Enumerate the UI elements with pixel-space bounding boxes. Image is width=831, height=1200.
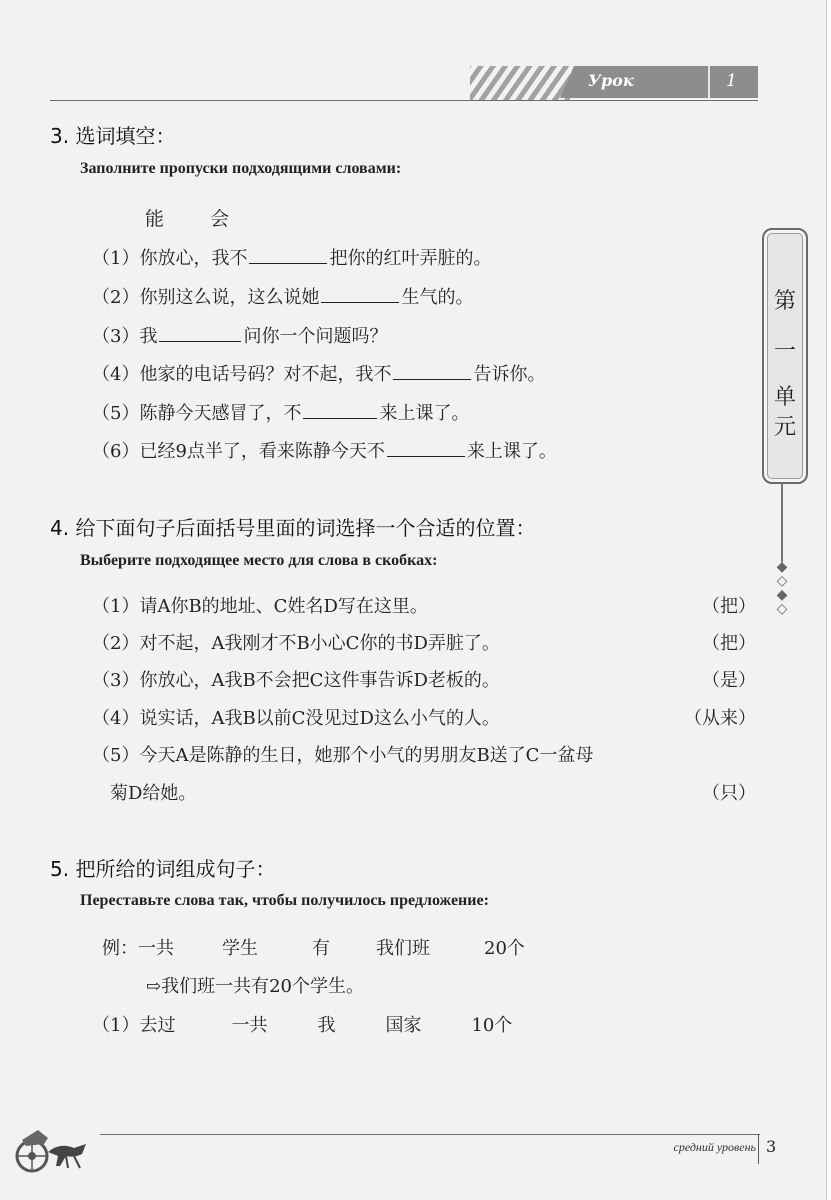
exercise-3-item [92, 437, 557, 463]
scramble-word: 一共 [231, 1015, 268, 1036]
fill-blank[interactable] [303, 400, 377, 419]
bracket-word: （是） [702, 670, 756, 691]
example-label: 例： [102, 938, 138, 959]
example-answer: 我们班一共有20个学生。 [161, 976, 364, 997]
item-text: 陈静今天感冒了，不 [139, 403, 302, 424]
side-ornament-icon: ◆ ◇ ◆ ◇ [776, 559, 788, 617]
item-number: （5） [92, 745, 140, 766]
chariot-logo-icon [8, 1122, 94, 1178]
exercise-3-item [92, 399, 469, 425]
example-word: 学生 [222, 938, 258, 959]
exercise-4-item [92, 629, 500, 655]
unit-tab-char: 元 [773, 415, 796, 440]
level-label: средний уровень [673, 1140, 756, 1154]
page-number: 3 [766, 1137, 777, 1156]
bracket-word: （把） [702, 596, 756, 617]
footer-rule [100, 1134, 760, 1135]
arrow-right-icon: ⇨ [146, 976, 162, 997]
section-3-title: 3. 选词填空： [50, 124, 176, 148]
unit-tab-char: 一 [773, 339, 796, 364]
item-number: （1） [92, 248, 140, 269]
example-word: 有 [312, 938, 330, 959]
page-number-box [758, 1134, 801, 1164]
bracket-word: （把） [702, 633, 756, 654]
section-4-subtitle: Выберите подходящее место для слова в скобках: [80, 552, 438, 569]
item-text: 告诉你。 [473, 364, 546, 385]
item-text: 来上课了。 [379, 403, 470, 424]
bracket-word: （从来） [684, 708, 756, 729]
item-text: 来上课了。 [466, 441, 557, 462]
item-text: 你放心，A我B不会把C这件事告诉D老板的。 [139, 670, 500, 691]
word-bank-item: 会 [210, 208, 230, 230]
scramble-word: 去过 [139, 1015, 176, 1036]
item-number: （1） [92, 596, 140, 617]
item-text: 今天A是陈静的生日，她那个小气的男朋友B送了C一盆母 [139, 745, 594, 766]
header-stripes [470, 66, 570, 100]
example-word: 一共 [138, 938, 174, 959]
exercise-4-item-continuation: 菊D给她。 [110, 783, 197, 804]
item-text: 问你一个问题吗？ [243, 326, 388, 347]
header-rule [50, 100, 758, 101]
fill-blank[interactable] [387, 438, 465, 457]
item-text: 请A你B的地址、C姓名D写在这里。 [139, 596, 428, 617]
item-number: （4） [92, 708, 140, 729]
page-edge [826, 0, 831, 1200]
word-bank [145, 204, 229, 231]
scramble-word: 10个 [471, 1015, 513, 1036]
word-bank-item: 能 [145, 208, 165, 230]
unit-tab-char: 单 [773, 385, 796, 410]
item-text: 你放心，我不 [139, 248, 248, 269]
item-number: （3） [92, 326, 140, 347]
item-number: （5） [92, 403, 140, 424]
lesson-number: 1 [726, 71, 737, 91]
item-number: （4） [92, 364, 140, 385]
example-word: 20个 [484, 938, 525, 959]
item-text: 对不起，A我刚才不B小心C你的书D弄脏了。 [139, 633, 500, 654]
unit-side-tab [762, 228, 808, 484]
section-4-title: 4. 给下面句子后面括号里面的词选择一个合适的位置： [50, 516, 536, 540]
example-row [102, 934, 525, 960]
item-text: 他家的电话号码？对不起，我不 [139, 364, 392, 385]
fill-blank[interactable] [393, 361, 471, 380]
exercise-4-item [92, 592, 428, 618]
bracket-word: （只） [702, 783, 756, 804]
exercise-4-item [92, 704, 500, 730]
item-number: （2） [92, 287, 140, 308]
fill-blank[interactable] [249, 245, 327, 264]
exercise-3-item [92, 322, 387, 348]
item-text: 你别这么说，这么说她 [139, 287, 320, 308]
example-word: 我们班 [376, 938, 430, 959]
exercise-5-item [92, 1011, 512, 1037]
exercise-4-item [92, 741, 593, 767]
side-ornament-line [781, 482, 783, 562]
item-text: 生气的。 [401, 287, 474, 308]
exercise-3-item [92, 244, 491, 270]
exercise-4-item [92, 666, 500, 692]
section-5-subtitle: Переставьте слова так, чтобы получилось предложение: [80, 892, 489, 909]
section-3-subtitle: Заполните пропуски подходящими словами: [80, 160, 402, 177]
item-text: 把你的红叶弄脏的。 [329, 248, 492, 269]
scramble-word: 国家 [385, 1015, 422, 1036]
item-text: 已经9点半了，看来陈静今天不 [139, 441, 385, 462]
fill-blank[interactable] [159, 323, 241, 342]
section-5-title: 5. 把所给的词组成句子： [50, 857, 276, 881]
item-text: 说实话，A我B以前C没见过D这么小气的人。 [139, 708, 500, 729]
lesson-label: Урок [588, 71, 634, 90]
header-divider [708, 66, 710, 98]
exercise-3-item [92, 360, 545, 386]
item-number: （1） [92, 1015, 140, 1036]
item-number: （6） [92, 441, 140, 462]
item-number: （3） [92, 670, 140, 691]
item-number: （2） [92, 633, 140, 654]
fill-blank[interactable] [321, 284, 399, 303]
exercise-3-item [92, 283, 473, 309]
item-text: 我 [139, 326, 158, 347]
scramble-word: 我 [317, 1015, 336, 1036]
unit-tab-char: 第 [773, 289, 796, 314]
example-answer-row [146, 972, 364, 998]
